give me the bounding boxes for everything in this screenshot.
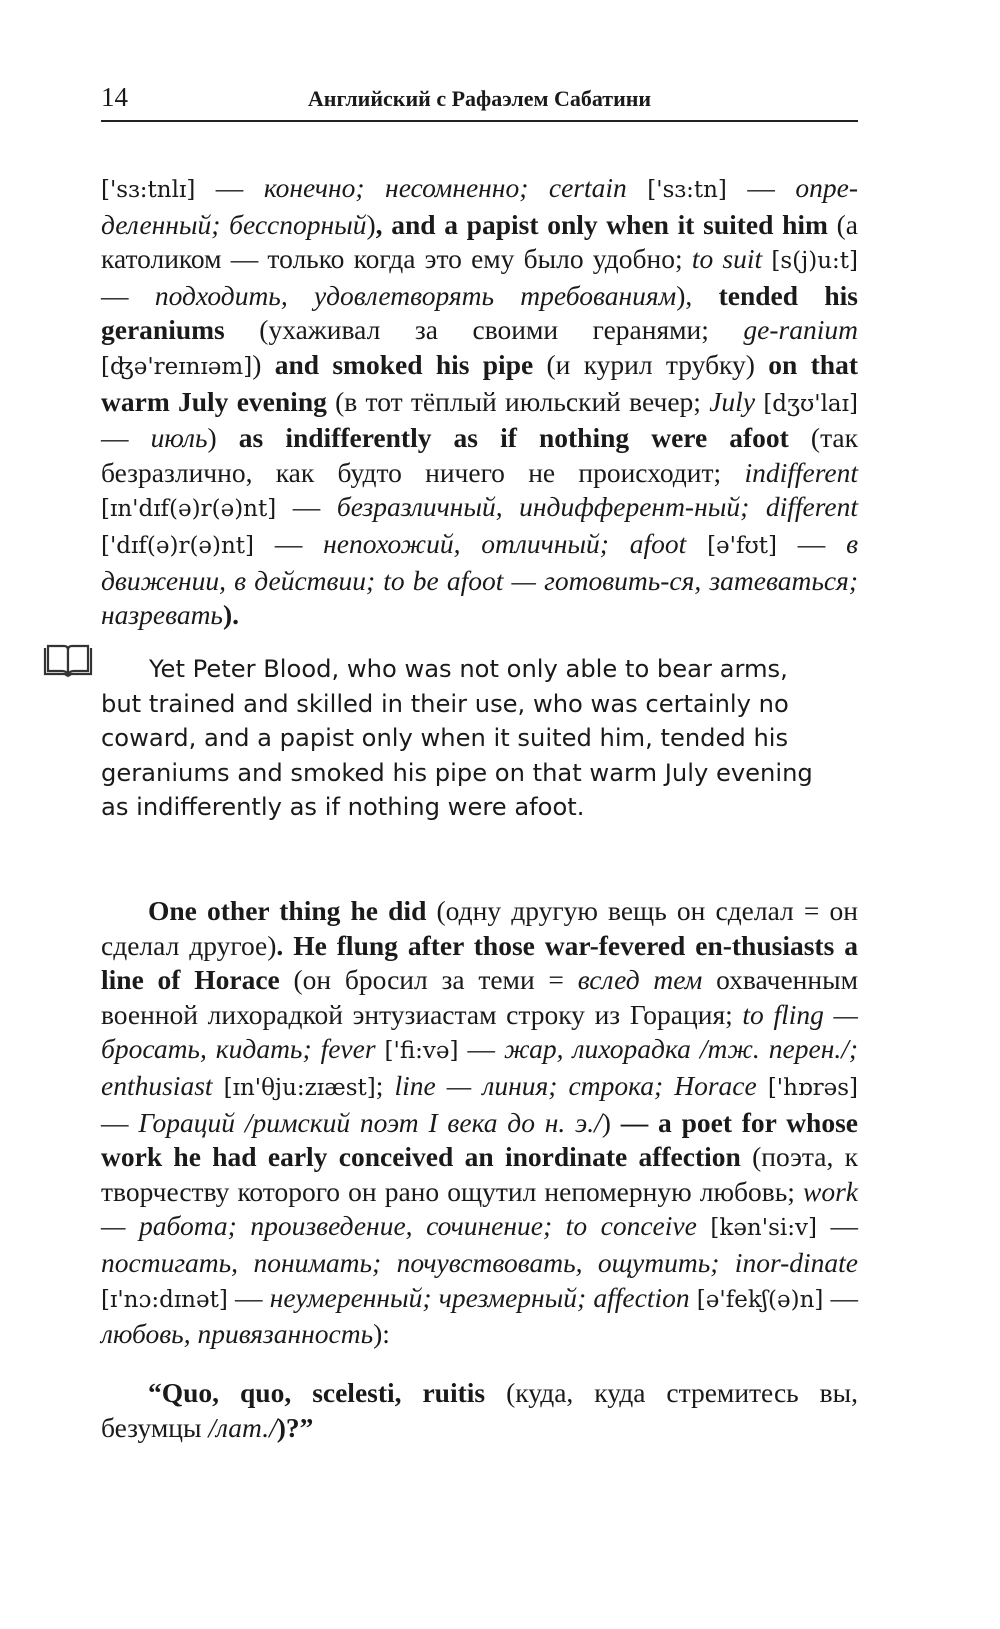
original-line: as indifferently as if nothing were afoot. (101, 793, 585, 822)
original-line: coward, and a papist only when it suited him, tended his (101, 724, 789, 753)
page-number: 14 (101, 82, 128, 112)
open-book-icon (42, 644, 94, 680)
original-text-block (101, 652, 858, 825)
glossary-paragraph-3: “Quo, quo, scelesti, ruitis (куда, куда стремитесь вы, безумцы /лат./)?” (101, 1377, 858, 1443)
original-line: geraniums and smoked his pipe on that warm July evening (101, 758, 813, 787)
glossary-paragraph-1: ['sɜ:tnlɪ] — конечно; несомненно; certain ['sɜ:tn] — опре-деленный; бесспорный), and a papist only when it suited him (а католиком — только когда это ему было удобно; to suit [s(j)u:t] — подходить, удовлетворять требованиям), tended his geraniums (ухаживал за своими геранями; ge-ranium [ʤə'reɪnɪəm]) and smoked his pipe (и курил трубку) on that warm July evening (в тот тёплый июльский вечер; July [dʒʊ'laɪ] — июль) as indifferently as if nothing were afoot (так безразлично, как будто ничего не происходит; indifferent [ɪn'dɪf(ə)r(ə)nt] — безразличный, индифферент-ный; different ['dɪf(ə)r(ə)nt] — непохожий, отличный; afoot [ə'fʊt] — в движении, в действии; to be afoot — готовить-ся, затеваться; назревать). (101, 172, 859, 631)
running-title: Английский с Рафаэлем Сабатини (307, 86, 652, 111)
glossary-paragraph-2: One other thing he did (одну другую вещь он сделал = он сделал другое). He flung after those war-fevered en-thusiasts a line of Horace (он бросил за теми = вслед тем охваченным военной лихорадкой энтузиастам строку из Горация; to fling — бросать, кидать; fever ['fi:və] — жар, лихорадка /тж. перен./; enthusiast [ɪn'θju:zɪæst]; line — линия; строка; Horace ['hɒrəs] — Гораций /римский поэт I века до н. э./) — a poet for whose work he had early conceived an inordinate affection (поэта, к творчеству которого он рано ощутил непомерную любовь; work — работа; произведение, сочинение; to conceive [kən'si:v] — постигать, понимать; почувствовать, ощутить; inor-dinate [ɪ'nɔ:dɪnət] — неумеренный; чрезмерный; affection [ə'fekʃ(ə)n] — любовь, привязанность): (101, 895, 859, 1350)
original-line: Yet Peter Blood, who was not only able to bear arms, (149, 655, 788, 683)
page-header (101, 80, 858, 122)
original-line: but trained and skilled in their use, who was certainly no (101, 689, 789, 718)
